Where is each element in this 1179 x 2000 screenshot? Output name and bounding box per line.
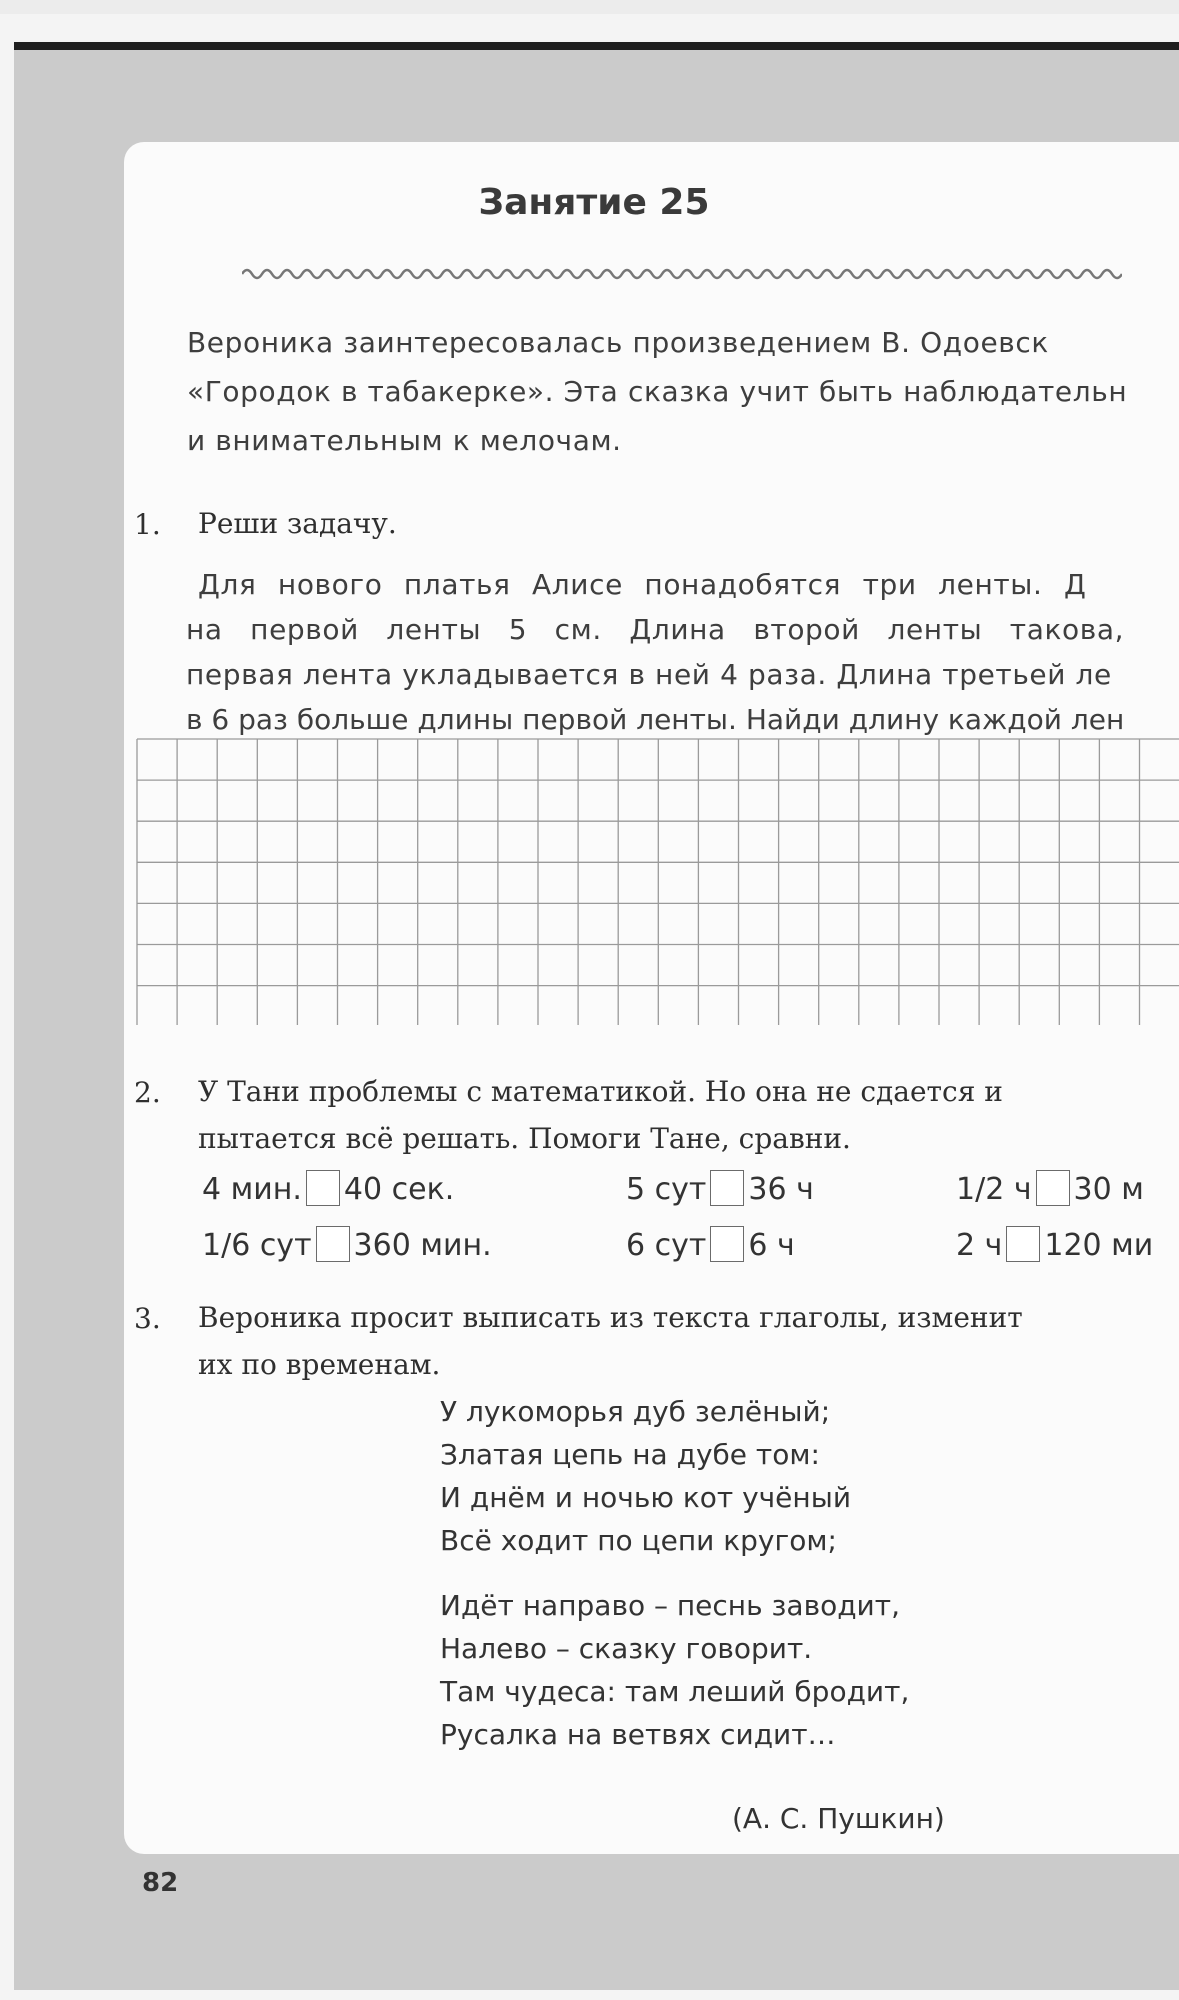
task2-line: У Тани проблемы с математикой. Но она не сдается и [198, 1075, 1003, 1108]
comparison-answer-box[interactable] [306, 1170, 340, 1206]
comparison-answer-box[interactable] [710, 1226, 744, 1262]
comparison-answer-box[interactable] [1036, 1170, 1070, 1206]
poem-line: И днём и ночью кот учёный [440, 1481, 852, 1514]
task2-line: пытается всё решать. Помоги Тане, сравни. [198, 1122, 851, 1155]
comparison-item [202, 1226, 492, 1263]
task1-line: первая лента укладывается в ней 4 раза. Длина третьей ле [186, 658, 1112, 691]
task3-line: их по временам. [198, 1348, 441, 1381]
comparison-item [956, 1170, 1144, 1207]
task1-heading: Реши задачу. [198, 507, 397, 540]
poem-line: У лукоморья дуб зелёный; [440, 1395, 831, 1428]
task1-line: в 6 раз больше длины первой ленты. Найди длину каждой лен [186, 703, 1125, 736]
comparison-right: 40 сек. [343, 1172, 455, 1207]
task-number: 3. [134, 1302, 161, 1335]
wavy-divider [242, 262, 1122, 286]
comparison-right: 36 ч [748, 1172, 814, 1207]
task1-line: Для нового платья Алисе понадобятся три ленты. Д [198, 568, 1087, 601]
comparison-left: 1/2 ч [956, 1172, 1032, 1207]
comparison-left: 1/6 сут [202, 1228, 312, 1263]
task-number: 2. [134, 1076, 161, 1109]
poem-line: Всё ходит по цепи кругом; [440, 1524, 837, 1557]
comparison-left: 6 сут [626, 1228, 707, 1263]
poem-line: Идёт направо – песнь заводит, [440, 1589, 900, 1622]
task1-line: на первой ленты 5 см. Длина второй ленты такова, [186, 613, 1125, 646]
page-number: 82 [142, 1868, 179, 1898]
comparison-item [626, 1170, 814, 1207]
comparison-left: 4 мин. [202, 1172, 302, 1207]
comparison-right: 120 ми [1044, 1228, 1154, 1263]
task-number: 1. [134, 508, 161, 541]
task2-text [198, 1068, 1003, 1162]
task3-text [198, 1294, 1023, 1388]
poem-line: Златая цепь на дубе том: [440, 1438, 820, 1471]
content-card [124, 142, 1179, 1854]
comparison-answer-box[interactable] [710, 1170, 744, 1206]
poem [440, 1390, 909, 1778]
poem-line: Налево – сказку говорит. [440, 1632, 813, 1665]
poem-stanza [440, 1584, 909, 1756]
comparison-right: 6 ч [748, 1228, 795, 1263]
comparison-right: 30 м [1073, 1172, 1144, 1207]
task3-line: Вероника просит выписать из текста глаголы, изменит [198, 1301, 1023, 1334]
comparison-answer-box[interactable] [316, 1226, 350, 1262]
intro-line: и внимательным к мелочам. [187, 424, 622, 457]
answer-grid[interactable] [136, 738, 1179, 1026]
comparison-item [626, 1226, 795, 1263]
comparison-item [202, 1170, 454, 1207]
comparison-item [956, 1226, 1153, 1263]
task1-text [186, 562, 1124, 742]
intro-line: «Городок в табакерке». Эта сказка учит быть наблюдательн [187, 375, 1128, 408]
poem-stanza [440, 1390, 909, 1562]
scan-margin [0, 0, 1179, 14]
poem-author: (А. С. Пушкин) [732, 1802, 945, 1835]
comparison-answer-box[interactable] [1006, 1226, 1040, 1262]
comparison-left: 2 ч [956, 1228, 1003, 1263]
poem-line: Там чудеса: там леший бродит, [440, 1675, 910, 1708]
intro-line: Вероника заинтересовалась произведением В. Одоевск [187, 326, 1049, 359]
comparison-left: 5 сут [626, 1172, 707, 1207]
lesson-title: Занятие 25 [478, 182, 710, 223]
book-edge [14, 42, 1179, 50]
comparison-right: 360 мин. [353, 1228, 492, 1263]
intro-text [187, 318, 1128, 465]
poem-line: Русалка на ветвях сидит… [440, 1718, 836, 1751]
